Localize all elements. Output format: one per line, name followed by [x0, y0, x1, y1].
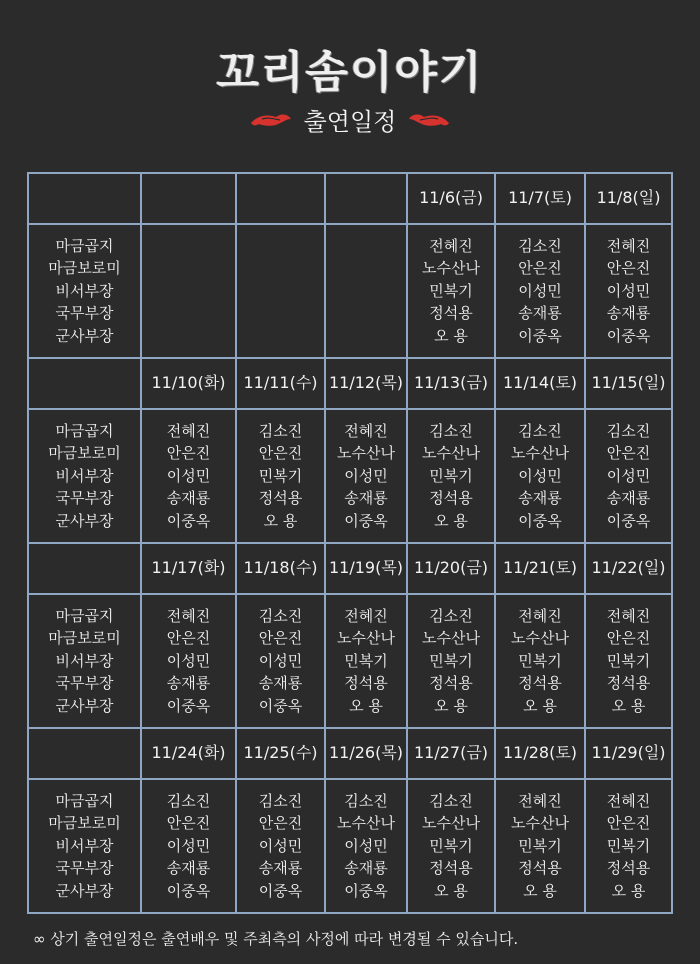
role-label: 마금보로미	[48, 259, 121, 278]
actor-name: 오 용	[434, 326, 468, 345]
actor-name: 송재룡	[606, 489, 651, 508]
actor-name: 안은진	[166, 629, 211, 648]
role-label: 국무부장	[55, 304, 114, 323]
actor-name: 오 용	[523, 696, 557, 715]
actor-name: 정석용	[606, 859, 651, 878]
role-label: 군사부장	[55, 696, 114, 715]
date-cell: 11/20(금)	[407, 543, 495, 594]
date-cell: 11/29(일)	[585, 728, 672, 779]
actor-name: 민복기	[518, 651, 562, 670]
actor-name: 이성민	[258, 836, 303, 855]
actor-name: 전혜진	[606, 791, 651, 810]
empty-cast-cell	[236, 224, 325, 358]
actor-name: 정석용	[429, 304, 473, 323]
date-cell: 11/28(토)	[495, 728, 585, 779]
week-header-row	[28, 173, 672, 224]
role-label: 비서부장	[55, 836, 114, 855]
actor-name: 정석용	[344, 674, 388, 693]
actor-name: 안은진	[606, 814, 651, 833]
actor-name: 정석용	[518, 674, 562, 693]
empty-date-cell	[141, 173, 236, 224]
actor-name: 송재룡	[606, 304, 651, 323]
cast-cell	[407, 224, 495, 358]
actor-name: 정석용	[258, 489, 303, 508]
actor-name: 오 용	[434, 881, 468, 900]
cast-row	[28, 224, 672, 358]
actor-name: 전혜진	[166, 421, 211, 440]
actor-name: 송재룡	[258, 674, 303, 693]
actor-name: 민복기	[606, 836, 651, 855]
cast-cell	[141, 594, 236, 728]
actor-name: 김소진	[429, 421, 473, 440]
cast-cell	[495, 779, 585, 913]
actor-name: 안은진	[166, 444, 211, 463]
cast-cell	[585, 224, 672, 358]
actor-name: 이성민	[258, 651, 303, 670]
actor-name: 정석용	[429, 489, 473, 508]
subtitle-text: 출연일정	[303, 108, 397, 136]
actor-name: 안은진	[258, 444, 303, 463]
actor-name: 민복기	[606, 651, 651, 670]
date-cell: 11/12(목)	[325, 358, 407, 409]
role-labels-cell	[28, 594, 141, 728]
actor-name: 이중옥	[518, 511, 562, 530]
actor-name: 노수산나	[422, 259, 480, 278]
actor-name: 이성민	[166, 466, 211, 485]
date-cell: 11/27(금)	[407, 728, 495, 779]
date-cell: 11/7(토)	[495, 173, 585, 224]
cast-cell	[495, 224, 585, 358]
date-cell: 11/10(화)	[141, 358, 236, 409]
date-cell: 11/25(수)	[236, 728, 325, 779]
actor-name: 노수산나	[337, 444, 395, 463]
actor-name: 안은진	[518, 259, 562, 278]
actor-name: 이성민	[518, 281, 562, 300]
role-labels-cell	[28, 224, 141, 358]
role-label: 군사부장	[55, 881, 114, 900]
cast-cell	[236, 409, 325, 543]
actor-name: 오 용	[434, 696, 468, 715]
actor-name: 김소진	[258, 421, 303, 440]
week-header-row	[28, 543, 672, 594]
cast-cell	[585, 779, 672, 913]
actor-name: 김소진	[166, 791, 211, 810]
actor-name: 안은진	[606, 259, 651, 278]
cast-cell	[236, 594, 325, 728]
actor-name: 이중옥	[606, 511, 651, 530]
role-label: 비서부장	[55, 281, 114, 300]
role-labels-cell	[28, 779, 141, 913]
actor-name: 오 용	[611, 881, 646, 900]
actor-name: 노수산나	[511, 629, 569, 648]
actor-name: 노수산나	[511, 444, 569, 463]
actor-name: 안은진	[166, 814, 211, 833]
actor-name: 이성민	[518, 466, 562, 485]
actor-name: 김소진	[518, 236, 562, 255]
date-cell: 11/11(수)	[236, 358, 325, 409]
actor-name: 노수산나	[337, 629, 395, 648]
footnote: ∞ 상기 출연일정은 출연배우 및 주최측의 사정에 따라 변경될 수 있습니다.	[33, 930, 519, 948]
actor-name: 민복기	[429, 651, 473, 670]
actor-name: 전혜진	[344, 421, 388, 440]
actor-name: 안은진	[258, 814, 303, 833]
date-cell: 11/14(토)	[495, 358, 585, 409]
date-cell: 11/21(토)	[495, 543, 585, 594]
date-cell: 11/17(화)	[141, 543, 236, 594]
actor-name: 전혜진	[606, 606, 651, 625]
actor-name: 정석용	[606, 674, 651, 693]
actor-name: 정석용	[518, 859, 562, 878]
empty-cast-cell	[141, 224, 236, 358]
actor-name: 김소진	[344, 791, 388, 810]
cast-cell	[407, 779, 495, 913]
date-cell: 11/6(금)	[407, 173, 495, 224]
actor-name: 이중옥	[258, 696, 303, 715]
actor-name: 이중옥	[344, 511, 388, 530]
actor-name: 안은진	[606, 444, 651, 463]
actor-name: 민복기	[344, 651, 388, 670]
brush-stroke-right-icon	[408, 111, 450, 129]
cast-cell	[236, 779, 325, 913]
date-cell: 11/22(일)	[585, 543, 672, 594]
actor-name: 전혜진	[429, 236, 473, 255]
date-cell: 11/26(목)	[325, 728, 407, 779]
actor-name: 전혜진	[518, 791, 562, 810]
role-label: 마금곱지	[55, 606, 114, 625]
actor-name: 민복기	[258, 466, 303, 485]
date-cell: 11/24(화)	[141, 728, 236, 779]
actor-name: 오 용	[434, 511, 468, 530]
actor-name: 전혜진	[518, 606, 562, 625]
role-label: 비서부장	[55, 651, 114, 670]
cast-cell	[495, 409, 585, 543]
actor-name: 전혜진	[606, 236, 651, 255]
actor-name: 이성민	[606, 466, 651, 485]
actor-name: 이중옥	[258, 881, 303, 900]
actor-name: 노수산나	[422, 814, 480, 833]
actor-name: 민복기	[429, 281, 473, 300]
actor-name: 이성민	[166, 836, 211, 855]
actor-name: 정석용	[429, 859, 473, 878]
empty-date-cell	[236, 173, 325, 224]
corner-cell	[28, 728, 141, 779]
actor-name: 이중옥	[344, 881, 388, 900]
cast-cell	[325, 594, 407, 728]
corner-cell	[28, 358, 141, 409]
role-label: 마금보로미	[48, 444, 121, 463]
actor-name: 이성민	[344, 836, 388, 855]
actor-name: 김소진	[429, 791, 473, 810]
role-label: 마금곱지	[55, 791, 114, 810]
actor-name: 오 용	[349, 696, 383, 715]
subtitle	[0, 102, 700, 137]
actor-name: 오 용	[611, 696, 646, 715]
role-label: 군사부장	[55, 326, 114, 345]
actor-name: 김소진	[258, 606, 303, 625]
cast-cell	[495, 594, 585, 728]
role-label: 마금보로미	[48, 629, 121, 648]
cast-cell	[407, 409, 495, 543]
role-label: 마금곱지	[55, 421, 114, 440]
actor-name: 송재룡	[344, 489, 388, 508]
role-label: 국무부장	[55, 489, 114, 508]
actor-name: 오 용	[263, 511, 298, 530]
cast-cell	[585, 594, 672, 728]
actor-name: 이성민	[344, 466, 388, 485]
role-label: 국무부장	[55, 674, 114, 693]
cast-cell	[141, 409, 236, 543]
cast-cell	[325, 409, 407, 543]
brush-stroke-left-icon	[250, 111, 292, 129]
actor-name: 송재룡	[518, 489, 562, 508]
actor-name: 노수산나	[337, 814, 395, 833]
actor-name: 송재룡	[166, 859, 211, 878]
date-cell: 11/8(일)	[585, 173, 672, 224]
week-header-row	[28, 728, 672, 779]
role-label: 국무부장	[55, 859, 114, 878]
actor-name: 김소진	[258, 791, 303, 810]
actor-name: 송재룡	[166, 489, 211, 508]
actor-name: 이성민	[606, 281, 651, 300]
actor-name: 안은진	[606, 629, 651, 648]
actor-name: 송재룡	[258, 859, 303, 878]
actor-name: 노수산나	[422, 444, 480, 463]
page-title: 꼬리솜이야기	[216, 47, 484, 98]
actor-name: 오 용	[523, 881, 557, 900]
role-label: 비서부장	[55, 466, 114, 485]
corner-cell	[28, 173, 141, 224]
actor-name: 이성민	[166, 651, 211, 670]
actor-name: 김소진	[606, 421, 651, 440]
cast-cell	[325, 779, 407, 913]
cast-row	[28, 779, 672, 913]
cast-cell	[585, 409, 672, 543]
schedule-table	[27, 172, 673, 914]
empty-date-cell	[325, 173, 407, 224]
role-label: 군사부장	[55, 511, 114, 530]
corner-cell	[28, 543, 141, 594]
date-cell: 11/18(수)	[236, 543, 325, 594]
empty-cast-cell	[325, 224, 407, 358]
actor-name: 전혜진	[166, 606, 211, 625]
actor-name: 노수산나	[422, 629, 480, 648]
actor-name: 송재룡	[344, 859, 388, 878]
actor-name: 전혜진	[344, 606, 388, 625]
actor-name: 김소진	[518, 421, 562, 440]
date-cell: 11/15(일)	[585, 358, 672, 409]
actor-name: 민복기	[518, 836, 562, 855]
cast-row	[28, 409, 672, 543]
cast-cell	[141, 779, 236, 913]
date-cell: 11/13(금)	[407, 358, 495, 409]
actor-name: 이중옥	[518, 326, 562, 345]
actor-name: 이중옥	[166, 511, 211, 530]
actor-name: 이중옥	[166, 881, 211, 900]
actor-name: 노수산나	[511, 814, 569, 833]
actor-name: 정석용	[429, 674, 473, 693]
actor-name: 안은진	[258, 629, 303, 648]
actor-name: 이중옥	[606, 326, 651, 345]
actor-name: 이중옥	[166, 696, 211, 715]
actor-name: 민복기	[429, 836, 473, 855]
week-header-row	[28, 358, 672, 409]
actor-name: 민복기	[429, 466, 473, 485]
date-cell: 11/19(목)	[325, 543, 407, 594]
cast-row	[28, 594, 672, 728]
actor-name: 송재룡	[518, 304, 562, 323]
actor-name: 송재룡	[166, 674, 211, 693]
role-label: 마금곱지	[55, 236, 114, 255]
role-labels-cell	[28, 409, 141, 543]
role-label: 마금보로미	[48, 814, 121, 833]
actor-name: 김소진	[429, 606, 473, 625]
cast-cell	[407, 594, 495, 728]
